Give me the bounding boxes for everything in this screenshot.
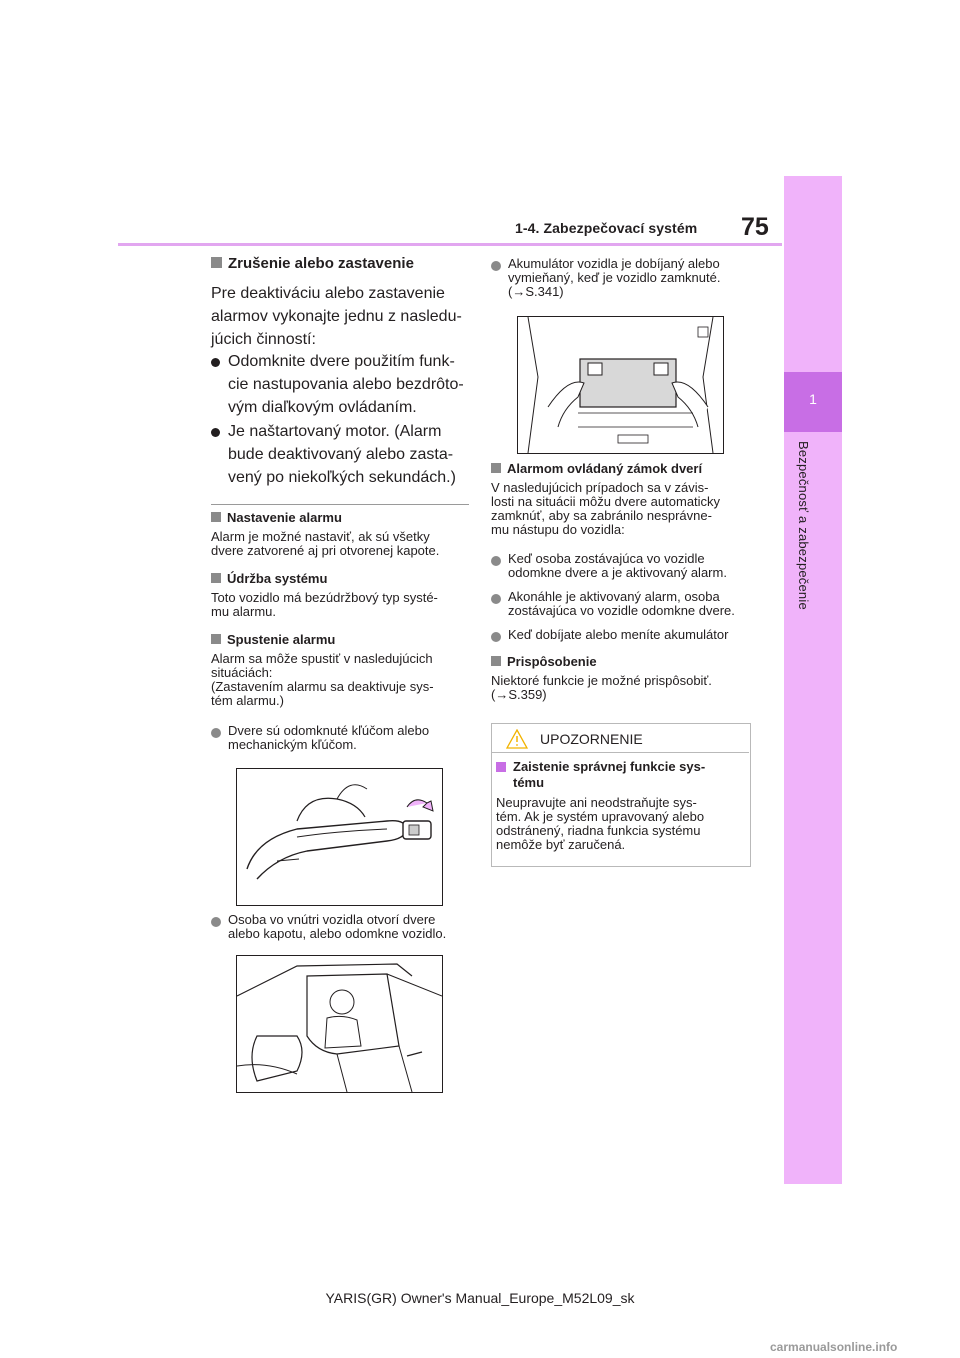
battery-illustration	[517, 316, 724, 454]
setting-body	[211, 530, 473, 558]
trigger-heading: Spustenie alarmu	[211, 631, 335, 649]
text-line: zamknúť, aby sa zabránilo nesprávne-	[491, 508, 712, 523]
chapter-title: Bezpečnosť a zabezpečenie	[796, 441, 811, 610]
lock-body	[491, 481, 756, 537]
text-line: mu nástupu do vozidla:	[491, 522, 625, 537]
main-intro	[211, 282, 471, 351]
door-handle-key-illustration	[236, 768, 443, 906]
text-line: odomkne dvere a je aktivovaný alarm.	[508, 565, 727, 580]
text-line: nemôže byť zaručená.	[496, 837, 626, 852]
bullet-icon	[211, 428, 220, 437]
circle-bullet-icon	[491, 261, 501, 271]
text-line: Akumulátor vozidla je dobíjaný alebo	[508, 256, 720, 271]
text-line: Keď dobíjate alebo meníte akumulátor	[508, 627, 729, 642]
text-line: Je naštartovaný motor. (Alarm	[228, 423, 442, 440]
footer-manual-id: YARIS(GR) Owner's Manual_Europe_M52L09_sk	[325, 1290, 635, 1306]
side-tab	[784, 176, 842, 1184]
text-line: Toto vozidlo má bezúdržbový typ systé-	[211, 590, 438, 605]
square-bullet-icon	[211, 257, 222, 268]
text-line: Osoba vo vnútri vozidla otvorí dvere	[228, 912, 436, 927]
text-line: alarmov vykonajte jednu z nasledu-	[211, 308, 462, 325]
text-line: cie nastupovania alebo bezdrôto-	[228, 376, 464, 393]
text-line: alebo kapotu, alebo odomkne vozidlo.	[228, 926, 447, 941]
circle-bullet-icon	[491, 594, 501, 604]
text-line: zostávajúca vo vozidle odomkne dvere.	[508, 603, 735, 618]
door-handle-icon	[237, 769, 442, 905]
text-line: vymieňaný, keď je vozidlo zamknuté.	[508, 270, 721, 285]
text-line: Zaistenie správnej funkcie sys-	[513, 759, 706, 774]
circle-bullet-icon	[491, 632, 501, 642]
setting-heading: Nastavenie alarmu	[211, 509, 342, 527]
section-title: 1-4. Zabezpečovací systém	[515, 220, 698, 236]
custom-body	[491, 674, 756, 702]
trigger-body	[211, 652, 473, 708]
text-line: (→S.341)	[508, 284, 564, 299]
header-rule	[118, 243, 782, 246]
text-line: mu alarmu.	[211, 604, 277, 619]
car-interior-icon	[237, 956, 442, 1092]
warning-title: UPOZORNENIE	[540, 731, 643, 747]
text-line: júcich činností:	[211, 331, 316, 348]
text-line: bude deaktivovaný alebo zasta-	[228, 446, 454, 463]
maintenance-heading: Údržba systému	[211, 570, 327, 588]
text-line: Akonáhle je aktivovaný alarm, osoba	[508, 589, 720, 604]
text-line: Dvere sú odomknuté kľúčom alebo	[228, 723, 430, 738]
lock-heading: Alarmom ovládaný zámok dverí	[491, 460, 702, 478]
circle-bullet-icon	[211, 917, 221, 927]
text-line: Odomknite dvere použitím funk-	[228, 353, 455, 370]
text-line: tém. Ak je systém upravovaný alebo	[496, 809, 705, 824]
text-line: odstránený, riadna funkcia systému	[496, 823, 701, 838]
square-bullet-icon	[211, 512, 221, 522]
battery-icon	[518, 317, 723, 453]
bullet-icon	[211, 358, 220, 367]
warning-divider	[491, 752, 749, 753]
main-heading	[211, 255, 414, 273]
text-line: (→S.359)	[491, 687, 547, 702]
circle-bullet-icon	[491, 556, 501, 566]
square-bullet-icon	[491, 656, 501, 666]
text-line: dvere zatvorené aj pri otvorenej kapote.	[211, 543, 440, 558]
text-line: Keď osoba zostávajúca vo vozidle	[508, 551, 705, 566]
text-line: tém alarmu.)	[211, 693, 284, 708]
text-line: Neupravujte ani neodstraňujte sys-	[496, 795, 697, 810]
person-in-car-illustration	[236, 955, 443, 1093]
text-line: vým diaľkovým ovládaním.	[228, 399, 417, 416]
text-line: Alarm sa môže spustiť v nasledujúcich	[211, 651, 433, 666]
text-line: Pre deaktiváciu alebo zastavenie	[211, 285, 445, 302]
text-line: vený po niekoľkých sekundách.)	[228, 469, 456, 486]
page-number: 75	[741, 213, 769, 241]
divider	[211, 504, 469, 505]
text-line: losti na situácii môžu dvere automaticky	[491, 494, 721, 509]
main-heading-text: Zrušenie alebo zastavenie	[228, 255, 414, 272]
watermark: carmanualsonline.info	[770, 1340, 898, 1354]
chapter-number: 1	[809, 391, 817, 407]
maintenance-body	[211, 591, 473, 619]
square-bullet-icon	[211, 573, 221, 583]
square-bullet-icon	[491, 463, 501, 473]
text-line: V nasledujúcich prípadoch sa v závis-	[491, 480, 709, 495]
text-line: mechanickým kľúčom.	[228, 737, 357, 752]
warning-triangle-icon	[506, 729, 528, 754]
text-line: (Zastavením alarmu sa deaktivuje sys-	[211, 679, 434, 694]
text-line: Alarm je možné nastaviť, ak sú všetky	[211, 529, 430, 544]
warning-body	[496, 796, 746, 852]
text-line: tému	[513, 775, 545, 790]
square-bullet-icon	[496, 762, 506, 772]
circle-bullet-icon	[211, 728, 221, 738]
text-line: situáciách:	[211, 665, 273, 680]
custom-heading: Prispôsobenie	[491, 653, 597, 671]
text-line: Niektoré funkcie je možné prispôsobiť.	[491, 673, 712, 688]
square-bullet-icon	[211, 634, 221, 644]
